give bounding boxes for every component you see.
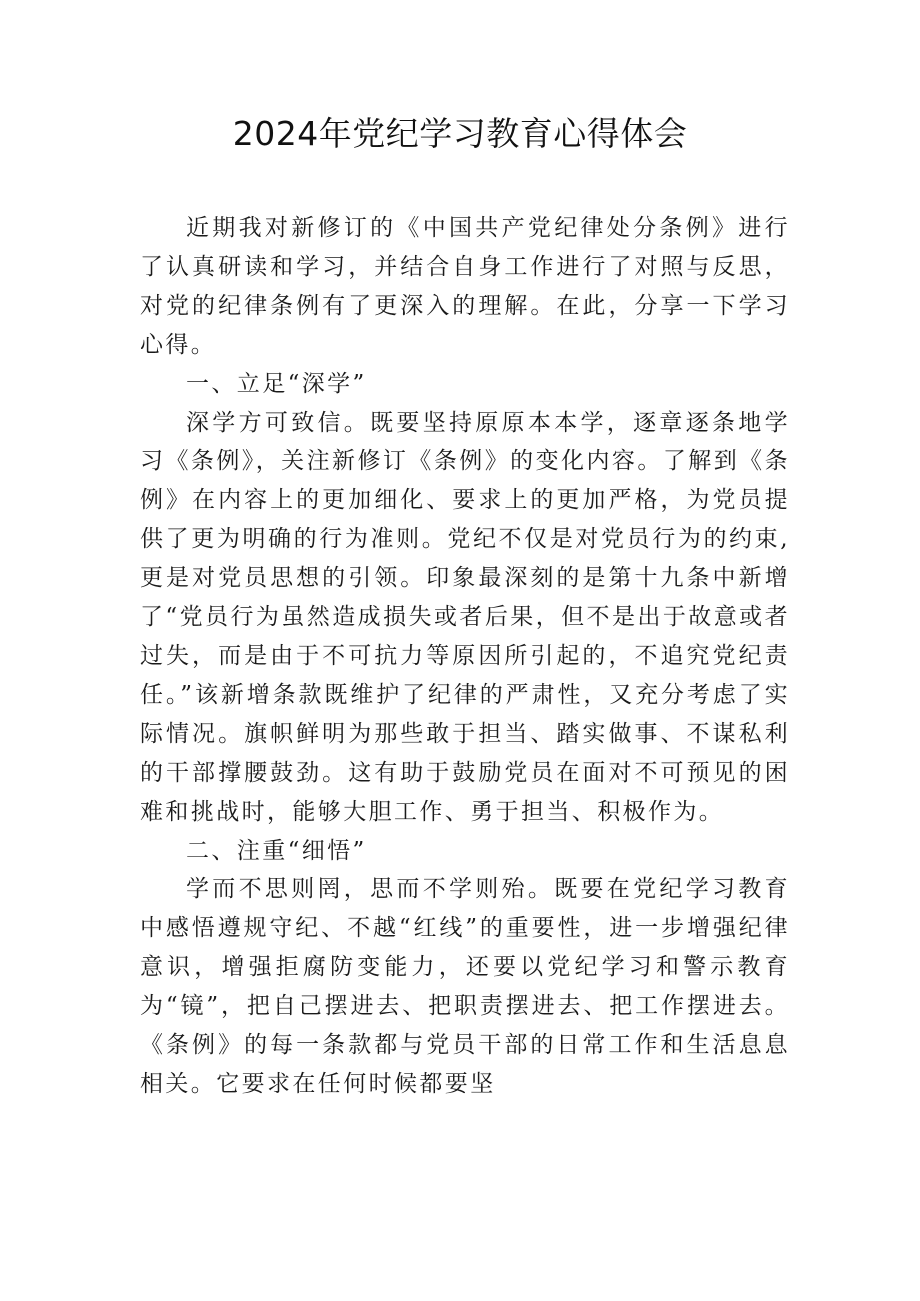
intro-paragraph: 近期我对新修订的《中国共产党纪律处分条例》进行了认真研读和学习，并结合自身工作进行了对照与反思，对党的纪律条例有了更深入的理解。在此，分享一下学习心得。 xyxy=(140,215,790,358)
document-title: 2024年党纪学习教育心得体会 xyxy=(232,114,688,153)
section-2-paragraph: 学而不思则罔，思而不学则殆。既要在党纪学习教育中感悟遵规守纪、不越“红线”的重要性，进一步增强纪律意识，增强拒腐防变能力，还要以党纪学习和警示教育为“镜”，把自己摆进去、把职责摆进去、把工作摆进去。《条例》的每一条款都与党员干部的日常工作和生活息息相关。它要求在任何时候都要坚 xyxy=(140,876,790,1097)
section-heading-2: 二、注重“细悟” xyxy=(186,837,367,864)
section-heading-1: 一、立足“深学” xyxy=(186,370,367,397)
document-body xyxy=(140,209,790,1104)
section-1-paragraph: 深学方可致信。既要坚持原原本本学，逐章逐条地学习《条例》，关注新修订《条例》的变化内容。了解到《条例》在内容上的更加细化、要求上的更加严格，为党员提供了更为明确的行为准则。党纪不仅是对党员行为的约束,更是对党员思想的引领。印象最深刻的是第十九条中新增了“党员行为虽然造成损失或者后果，但不是出于故意或者过失，而是由于不可抗力等原因所引起的，不追究党纪责任。”该新增条款既维护了纪律的严肃性，又充分考虑了实际情况。旗帜鲜明为那些敢于担当、踏实做事、不谋私利的干部撑腰鼓劲。这有助于鼓励党员在面对不可预见的困难和挑战时，能够大胆工作、勇于担当、积极作为。 xyxy=(140,409,790,825)
